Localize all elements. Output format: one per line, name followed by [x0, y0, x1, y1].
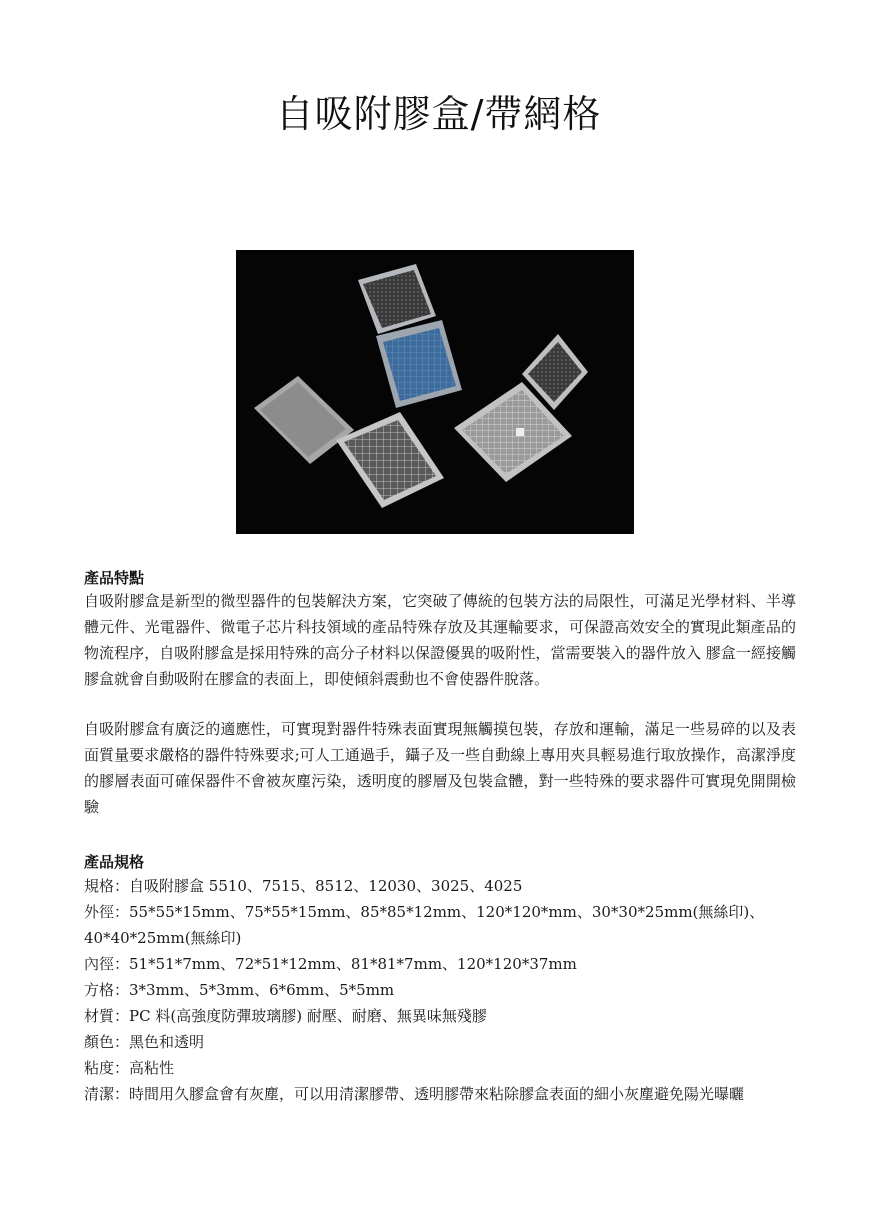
spec-row-color: [84, 1029, 796, 1055]
page-title: 自吸附膠盒/帶網格: [275, 92, 602, 137]
spec-value: 時間用久膠盒會有灰塵，可以用清潔膠帶、透明膠帶來粘除膠盒表面的細小灰塵避免陽光曝曬: [129, 1085, 745, 1103]
specs-heading: 產品規格: [84, 853, 145, 871]
spec-label: 清潔：: [84, 1085, 130, 1103]
spec-label: 外徑：: [84, 903, 130, 921]
spec-value: 3*3mm、5*3mm、6*6mm、5*5mm: [129, 981, 395, 999]
spec-row-cleaning: [84, 1081, 796, 1107]
spec-row-viscosity: [84, 1055, 796, 1081]
spec-row-inner-size: [84, 951, 796, 977]
spec-row-material: [84, 1003, 796, 1029]
spec-row-outer-size: [84, 899, 796, 951]
spec-label: 材質：: [84, 1007, 130, 1025]
features-paragraph-2: 自吸附膠盒有廣泛的適應性，可實現對器件特殊表面實現無觸摸包裝，存放和運輸，滿足一些易碎的以及表面質量要求嚴格的器件特殊要求;可人工通過手，鑷子及一些自動線上專用夾具輕易進行取放操作，高潔淨度的膠層表面可確保器件不會被灰塵污染，透明度的膠層及包裝盒體，對一些特殊的要求器件可實現免開開檢驗: [84, 720, 796, 816]
spec-value: 51*51*7mm、72*51*12mm、81*81*7mm、120*120*37mm: [129, 955, 577, 973]
specs-list: [84, 873, 796, 1107]
spec-label: 規格：: [84, 877, 130, 895]
spec-value: 55*55*15mm、75*55*15mm、85*85*12mm、120*120*mm、30*30*25mm(無絲印)、40*40*25mm(無絲印): [84, 903, 765, 947]
features-paragraph-1: 自吸附膠盒是新型的微型器件的包裝解決方案，它突破了傳統的包裝方法的局限性，可滿足光學材料、半導體元件、光電器件、微電子芯片科技領域的產品特殊存放及其運輸要求，可保證高效安全的實現此類產品的物流程序，自吸附膠盒是採用特殊的高分子材料以保證優異的吸附性，當需要裝入的器件放入 膠盒一經接觸膠盒就會自動吸附在膠盒的表面上，即使傾斜震動也不會使器件脫落。: [84, 592, 796, 688]
spec-value: PC 料(高強度防彈玻璃膠) 耐壓、耐磨、無異味無殘膠: [129, 1007, 487, 1025]
product-photo: [236, 250, 634, 534]
spec-label: 粘度：: [84, 1059, 130, 1077]
top-box: [358, 264, 462, 408]
spec-label: 方格：: [84, 981, 130, 999]
features-heading: 產品特點: [84, 569, 145, 587]
right-box: [454, 334, 588, 482]
spec-row-grid: [84, 977, 796, 1003]
spec-label: 內徑：: [84, 955, 130, 973]
spec-row-model: [84, 873, 796, 899]
spec-label: 顏色：: [84, 1033, 130, 1051]
spec-value: 黑色和透明: [129, 1033, 205, 1051]
spec-value: 自吸附膠盒 5510、7515、8512、12030、3025、4025: [129, 877, 523, 895]
gel-boxes-illustration: [236, 250, 634, 534]
spec-value: 高粘性: [129, 1059, 175, 1077]
